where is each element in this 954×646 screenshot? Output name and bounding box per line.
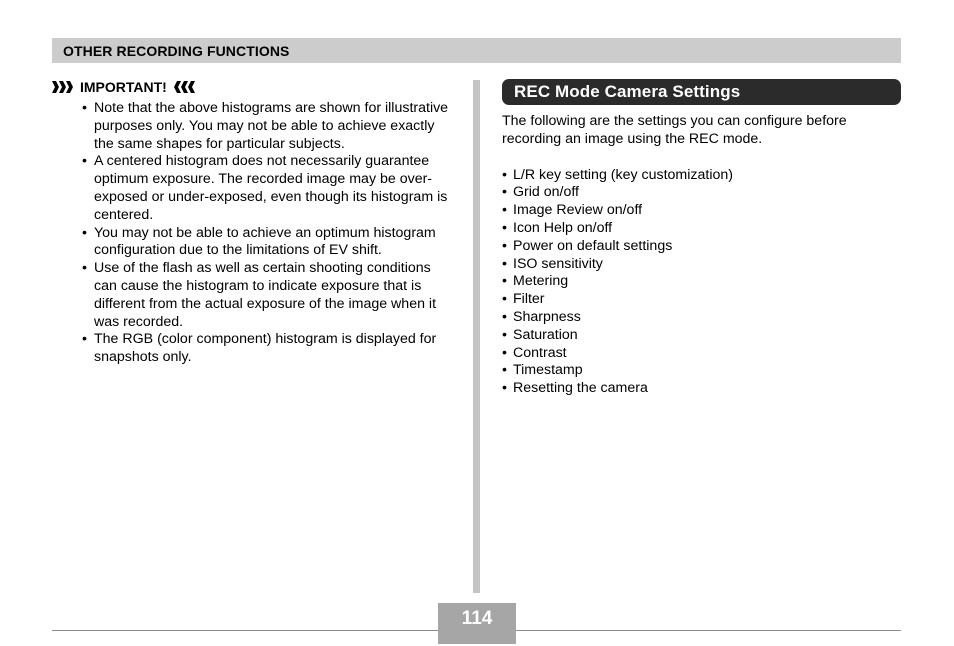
list-item: • Note that the above histograms are shown for illustrative purposes only. You may not be able to achieve exactly the same shapes for particular subjects. [82, 100, 452, 153]
column-divider [473, 80, 480, 593]
rec-mode-section [502, 79, 902, 398]
list-item: • A centered histogram does not necessarily guarantee optimum exposure. The recorded image may be over-exposed or under-exposed, even though its histogram is centered. [82, 153, 452, 224]
list-item: • Sharpness [502, 309, 902, 327]
list-item: • You may not be able to achieve an optimum histogram configuration due to the limitations of EV shift. [82, 225, 452, 261]
header-bar [52, 38, 901, 63]
settings-list [502, 167, 902, 398]
list-item: • Metering [502, 273, 902, 291]
important-list [52, 100, 452, 367]
triple-arrow-left-icon [173, 81, 195, 93]
section-heading-bar [502, 79, 901, 105]
list-item: • Contrast [502, 345, 902, 363]
important-section [52, 78, 452, 367]
list-item: • Resetting the camera [502, 380, 902, 398]
list-item: • Saturation [502, 327, 902, 345]
page-number: 114 [461, 608, 493, 629]
section-intro: The following are the settings you can configure before recording an image using the REC mode. [502, 113, 847, 147]
list-item: • Power on default settings [502, 238, 902, 256]
triple-arrow-right-icon [52, 81, 74, 93]
list-item: • Use of the flash as well as certain shooting conditions can cause the histogram to indicate exposure that is different from the actual exposure of the image when it was recorded. [82, 260, 452, 331]
list-item: • Icon Help on/off [502, 220, 902, 238]
important-heading [52, 78, 452, 96]
list-item: • Grid on/off [502, 184, 902, 202]
section-title: REC Mode Camera Settings [514, 82, 741, 101]
list-item: • Timestamp [502, 362, 902, 380]
list-item: • Image Review on/off [502, 202, 902, 220]
header-title: OTHER RECORDING FUNCTIONS [63, 43, 290, 59]
list-item: • L/R key setting (key customization) [502, 167, 902, 185]
list-item: • ISO sensitivity [502, 256, 902, 274]
list-item: • Filter [502, 291, 902, 309]
page-number-box [438, 603, 516, 644]
list-item: • The RGB (color component) histogram is displayed for snapshots only. [82, 331, 452, 367]
important-label: IMPORTANT! [80, 79, 167, 95]
